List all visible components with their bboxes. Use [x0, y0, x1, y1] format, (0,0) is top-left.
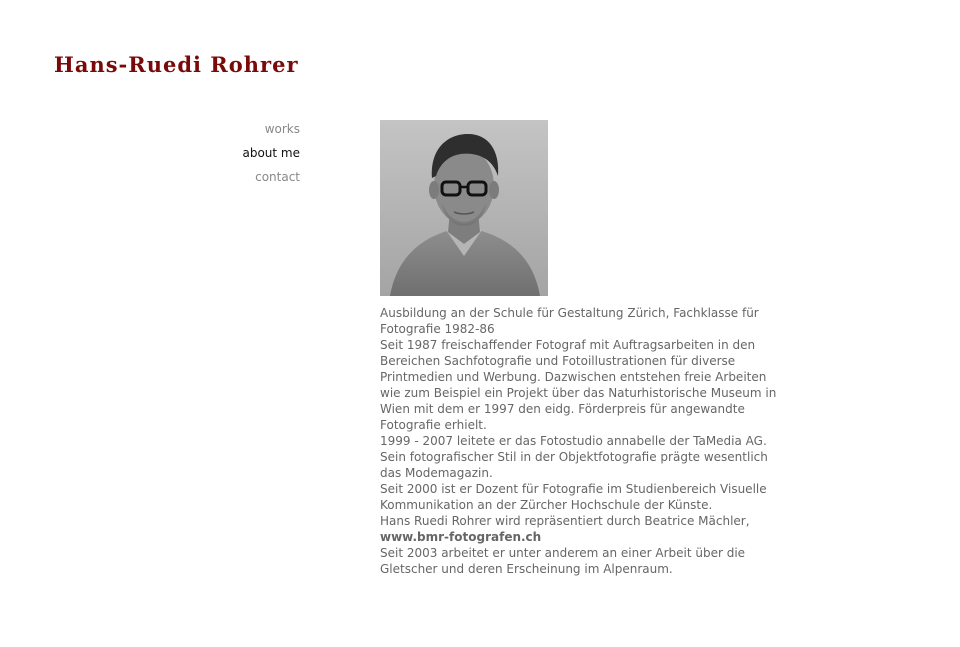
bio-text — [380, 305, 780, 577]
nav-item-works[interactable]: works — [264, 122, 300, 136]
bio-education: Ausbildung an der Schule für Gestaltung Zürich, Fachklasse für Fotografie 1982-86 — [380, 306, 759, 336]
nav-item-contact[interactable]: contact — [255, 170, 300, 184]
bio-glacier-project: Seit 2003 arbeitet er unter anderem an einer Arbeit über die Gletscher und deren Erscheinung im Alpenraum. — [380, 546, 746, 576]
bio-annabelle: 1999 - 2007 leitete er das Fotostudio annabelle der TaMedia AG. Sein fotografischer Stil in der Objektfotografie prägte wesentlich das Modemagazin. — [380, 434, 768, 480]
bio-representation: Hans Ruedi Rohrer wird repräsentiert durch Beatrice Mächler, — [380, 514, 750, 528]
bio-freelance: Seit 1987 freischaffender Fotograf mit Auftragsarbeiten in den Bereichen Sachfotografie und Fotoillustrationen für diverse Printmedien und Werbung. Dazwischen entstehen freie Arbeiten wie zum Beispiel ein Projekt über das Naturhistorische Museum in Wien mit dem er 1997 den eidg. Förderpreis für angewandte Fotografie erhielt. — [380, 338, 777, 432]
portrait-illustration — [380, 120, 548, 296]
site-title[interactable]: Hans-Ruedi Rohrer — [54, 52, 299, 77]
bio-teaching: Seit 2000 ist er Dozent für Fotografie im Studienbereich Visuelle Kommunikation an der Zürcher Hochschule der Künste. — [380, 482, 767, 512]
portrait-photo — [380, 120, 548, 296]
main-nav — [242, 121, 300, 193]
agency-link[interactable]: www.bmr-fotografen.ch — [380, 530, 542, 544]
nav-item-about-me[interactable]: about me — [242, 146, 300, 160]
